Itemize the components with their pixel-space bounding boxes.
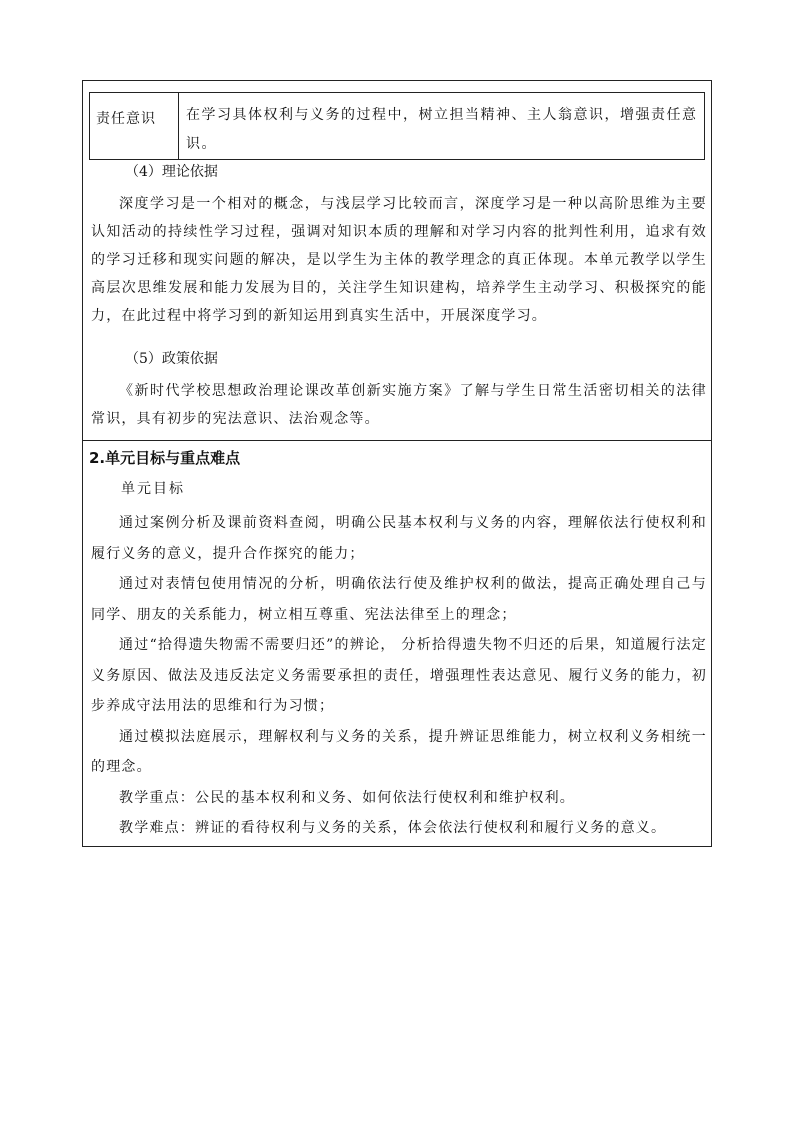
theory-heading: （4）理论依据 [125, 164, 218, 180]
unit-goals [91, 508, 707, 844]
difficulty: 教学难点：辨证的看待权利与义务的关系，体会依法行使权利和履行义务的意义。 [119, 820, 667, 836]
row-content: 在学习具体权利与义务的过程中，树立担当精神、主人翁意识，增强责任意识。 [186, 107, 698, 152]
unit-goals-title: 单元目标 [121, 481, 185, 497]
goal-paragraph: 通过模拟法庭展示，理解权利与义务的关系，提升辨证思维能力，树立权利义务相统一的理念。 [91, 728, 707, 775]
goal-paragraph: 通过案例分析及课前资料查阅，明确公民基本权利与义务的内容，理解依法行使权利和履行义务的意义，提升合作探究的能力； [91, 515, 707, 562]
policy-paragraph: 《新时代学校思想政治理论课改革创新实施方案》了解与学生日常生活密切相关的法律常识，具有初步的宪法意识、法治观念等。 [91, 383, 707, 427]
section-divider [83, 440, 711, 441]
column-divider [178, 93, 179, 159]
goal-paragraph: 通过“拾得遗失物需不需要归还”的辨论， 分析拾得遗失物不归还的后果，知道履行法定义务原因、做法及违反法定义务需要承担的责任，增强理性表达意见、履行义务的能力，初步养成守法用法的思维和行为习惯； [91, 637, 707, 714]
theory-paragraph: 深度学习是一个相对的概念，与浅层学习比较而言，深度学习是一种以高阶思维为主要认知活动的持续性学习过程，强调对知识本质的理解和对学习内容的批判性利用，追求有效的学习迁移和现实问题的解决，是以学生为主体的教学理念的真正体现。本单元教学以学生高层次思维发展和能力发展为目的，关注学生知识建构，培养学生主动学习、积极探究的能力，在此过程中将学习到的新知运用到真实生活中，开展深度学习。 [91, 196, 707, 324]
policy-section [91, 377, 707, 433]
section-title: 2.单元目标与重点难点 [89, 449, 241, 467]
key-point: 教学重点：公民的基本权利和义务、如何依法行使权利和维护权利。 [119, 789, 575, 806]
policy-heading: （5）政策依据 [125, 351, 218, 367]
row-label: 责任意识 [96, 111, 156, 127]
document-table [82, 80, 712, 847]
goal-paragraph: 通过对表情包使用情况的分析，明确依法行使及维护权利的做法，提高正确处理自己与同学、朋友的关系能力，树立相互尊重、宪法法律至上的理念； [91, 576, 707, 623]
theory-section [91, 190, 707, 330]
responsibility-row [89, 92, 705, 160]
